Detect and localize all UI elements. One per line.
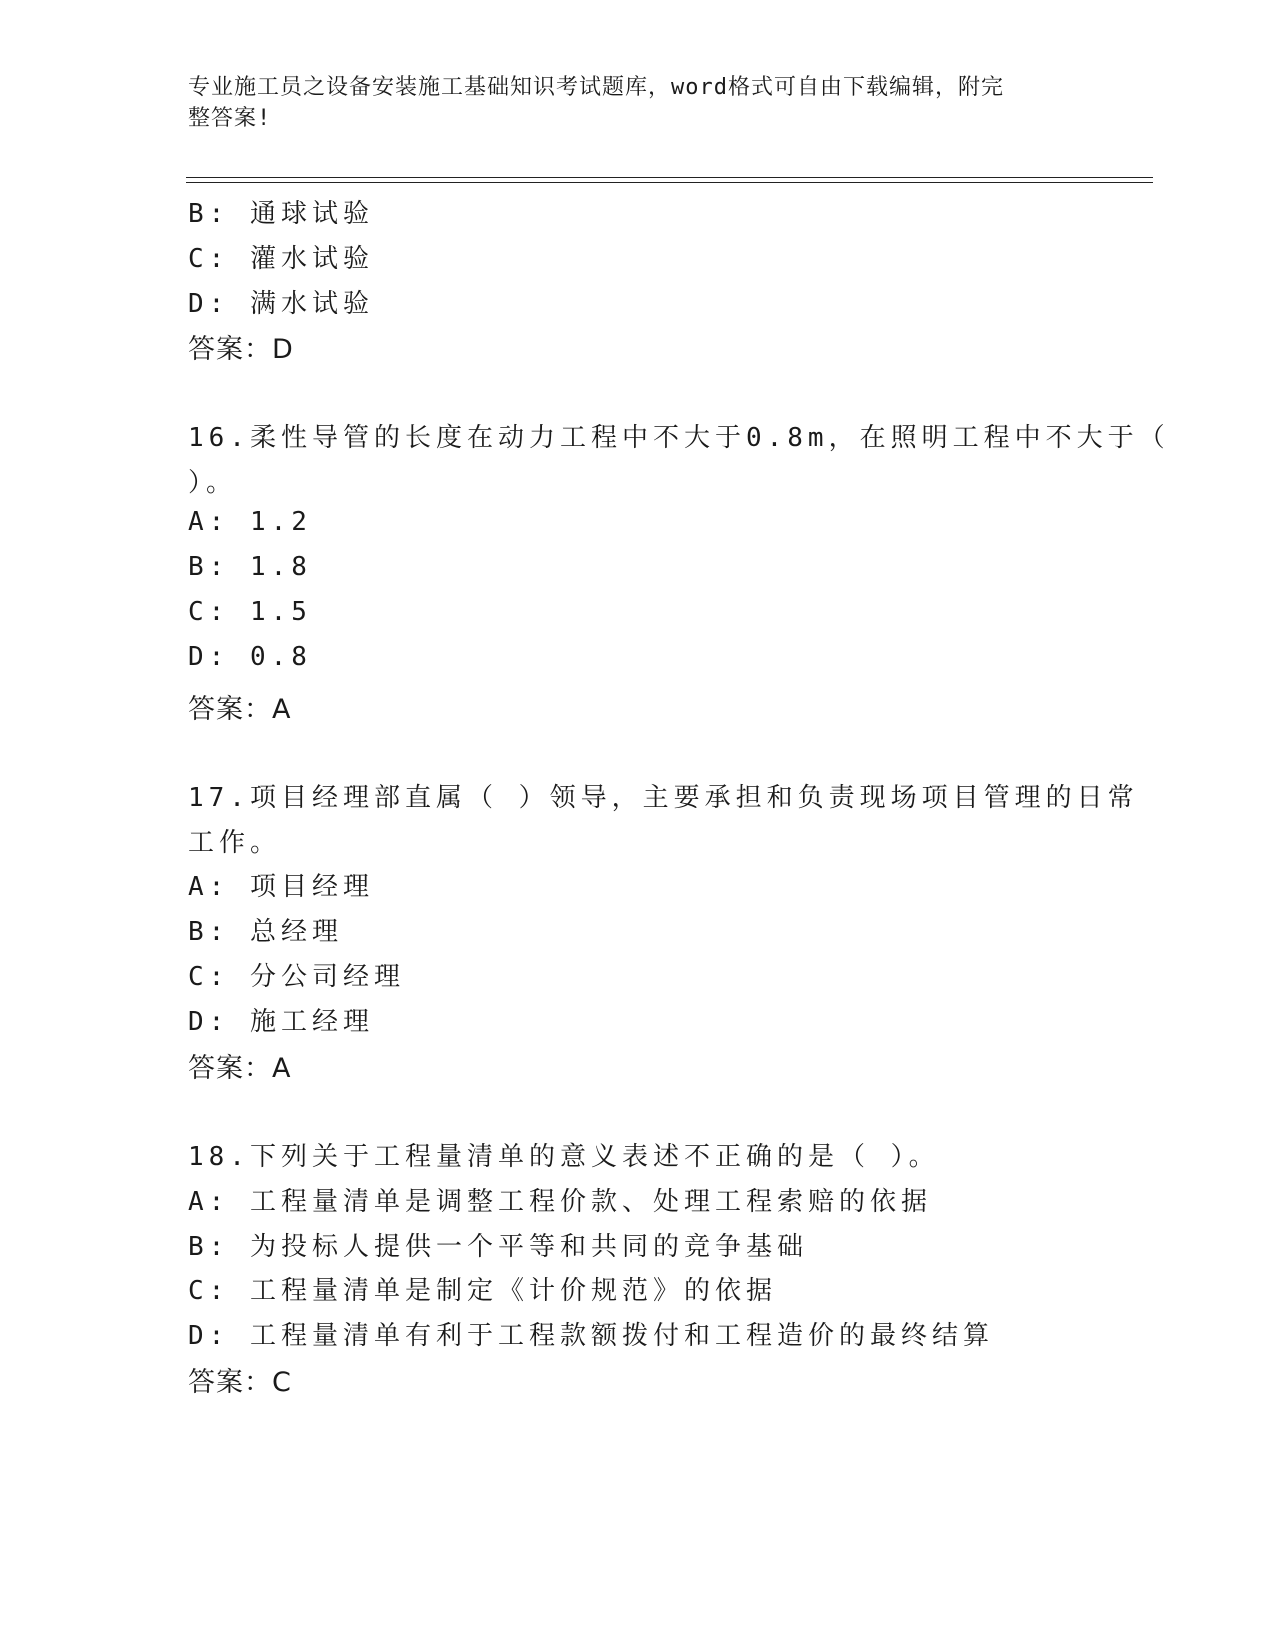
q18-option-a: A: 工程量清单是调整工程价款、处理工程索赔的依据 xyxy=(188,1187,932,1217)
q18-question: 18.下列关于工程量清单的意义表述不正确的是（ ）。 xyxy=(188,1142,940,1172)
q18-option-b: B: 为投标人提供一个平等和共同的竞争基础 xyxy=(188,1232,808,1262)
q15-option-b: B: 通球试验 xyxy=(188,199,374,229)
q17-option-d: D: 施工经理 xyxy=(188,1007,374,1037)
q17-option-a: A: 项目经理 xyxy=(188,872,374,902)
q17-option-c: C: 分公司经理 xyxy=(188,962,405,992)
q15-option-d: D: 满水试验 xyxy=(188,289,374,319)
q16-option-d: D: 0.8 xyxy=(188,642,312,672)
q16-question-line-2: ）。 xyxy=(188,468,238,498)
header-line-1: 专业施工员之设备安装施工基础知识考试题库，word格式可自由下载编辑，附完 xyxy=(188,75,1004,100)
q17-answer: 答案：A xyxy=(188,1053,292,1084)
q16-option-b: B: 1.8 xyxy=(188,552,312,582)
q15-answer: 答案：D xyxy=(188,334,294,365)
q16-option-a: A: 1.2 xyxy=(188,507,312,537)
q16-answer: 答案：A xyxy=(188,694,292,725)
q16-question-line-1: 16.柔性导管的长度在动力工程中不大于0.8m，在照明工程中不大于（ xyxy=(188,423,1170,453)
q18-option-c: C: 工程量清单是制定《计价规范》的依据 xyxy=(188,1276,777,1306)
document-header xyxy=(188,72,1068,134)
q15-option-c: C: 灌水试验 xyxy=(188,244,374,274)
q17-question-line-2: 工作。 xyxy=(188,828,282,858)
header-line-2: 整答案! xyxy=(188,106,272,131)
q16-option-c: C: 1.5 xyxy=(188,597,312,627)
q18-answer: 答案：C xyxy=(188,1367,292,1398)
q17-question-line-1: 17.项目经理部直属（ ）领导，主要承担和负责现场项目管理的日常 xyxy=(188,783,1139,813)
header-divider-top xyxy=(186,177,1153,178)
q17-option-b: B: 总经理 xyxy=(188,917,343,947)
header-divider-bottom xyxy=(186,182,1153,183)
q18-option-d: D: 工程量清单有利于工程款额拨付和工程造价的最终结算 xyxy=(188,1321,994,1351)
